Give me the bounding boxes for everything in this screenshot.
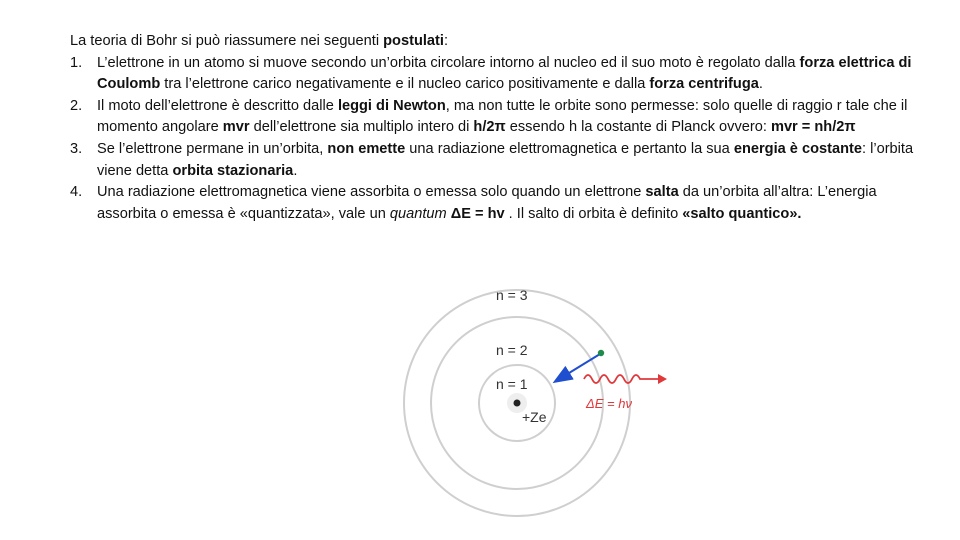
bold-term: non emette bbox=[327, 140, 406, 157]
electron-dot bbox=[598, 350, 604, 356]
nucleus-dot bbox=[514, 400, 521, 407]
item-text: . bbox=[293, 162, 298, 179]
energy-label: ΔE = hν bbox=[586, 396, 632, 411]
intro-bold-term: postulati bbox=[383, 33, 444, 49]
item-text: essendo h la costante di Planck ovvero: bbox=[505, 119, 771, 136]
orbit-label-n2: n = 2 bbox=[496, 342, 528, 358]
bold-term: salta bbox=[645, 184, 679, 201]
item-number: 3. bbox=[70, 140, 83, 157]
bold-term: energia è costante bbox=[733, 140, 862, 157]
bold-term: ΔE = hv bbox=[450, 205, 505, 222]
intro-text: La teoria di Bohr si può riassumere nei seguenti bbox=[70, 33, 384, 49]
item-text: tra l’elettrone carico negativamente e il nucleo carico positivamente e dalla bbox=[160, 76, 650, 93]
item-text: Una radiazione elettromagnetica viene assorbita o emessa solo quando un elettrone bbox=[97, 184, 646, 201]
item-text: dell’elettrone sia multiplo intero di bbox=[249, 119, 474, 136]
bold-term: forza centrifuga bbox=[649, 76, 759, 93]
nucleus-label: +Ze bbox=[522, 409, 547, 425]
bold-term: leggi di Newton bbox=[337, 97, 446, 114]
item-number: 2. bbox=[70, 97, 83, 114]
electron-jump-arrow bbox=[556, 354, 600, 381]
item-text: Il moto dell’elettrone è descritto dalle bbox=[97, 97, 338, 114]
item-text: . Il salto di orbita è definito bbox=[504, 205, 683, 222]
item-text: , ma non tutte le orbite sono permesse: solo quelle di raggio r tale che il momento angolare bbox=[97, 97, 908, 136]
item-text: una radiazione elettromagnetica e pertanto la sua bbox=[405, 140, 734, 157]
italic-term: quantum bbox=[389, 205, 447, 222]
bold-term: mvr = nh/2π bbox=[770, 119, 856, 136]
item-text: L’elettrone in un atomo si muove secondo un’orbita circolare intorno al nucleo ed il suo moto è regolato dalla bbox=[97, 54, 800, 71]
item-text: . bbox=[758, 76, 763, 93]
orbit-label-n3: n = 3 bbox=[496, 287, 528, 303]
item-number: 1. bbox=[70, 54, 83, 71]
photon-wave bbox=[584, 375, 660, 383]
item-number: 4. bbox=[70, 184, 83, 201]
bold-term: orbita stazionaria bbox=[172, 162, 294, 179]
bold-term: «salto quantico». bbox=[682, 205, 802, 222]
bold-term: mvr bbox=[222, 119, 250, 136]
bold-term: forza elettrica di Coulomb bbox=[97, 54, 912, 93]
item-text: Se l’elettrone permane in un’orbita, bbox=[97, 140, 328, 157]
intro-colon: : bbox=[443, 33, 449, 49]
item-text: : l’orbita viene detta bbox=[97, 140, 914, 179]
orbit-label-n1: n = 1 bbox=[496, 376, 528, 392]
bold-term: h/2π bbox=[473, 119, 506, 136]
photon-arrowhead bbox=[658, 374, 667, 384]
item-text: da un’orbita all’altra: L’energia assorbita o emessa è «quantizzata», vale un bbox=[97, 184, 877, 222]
